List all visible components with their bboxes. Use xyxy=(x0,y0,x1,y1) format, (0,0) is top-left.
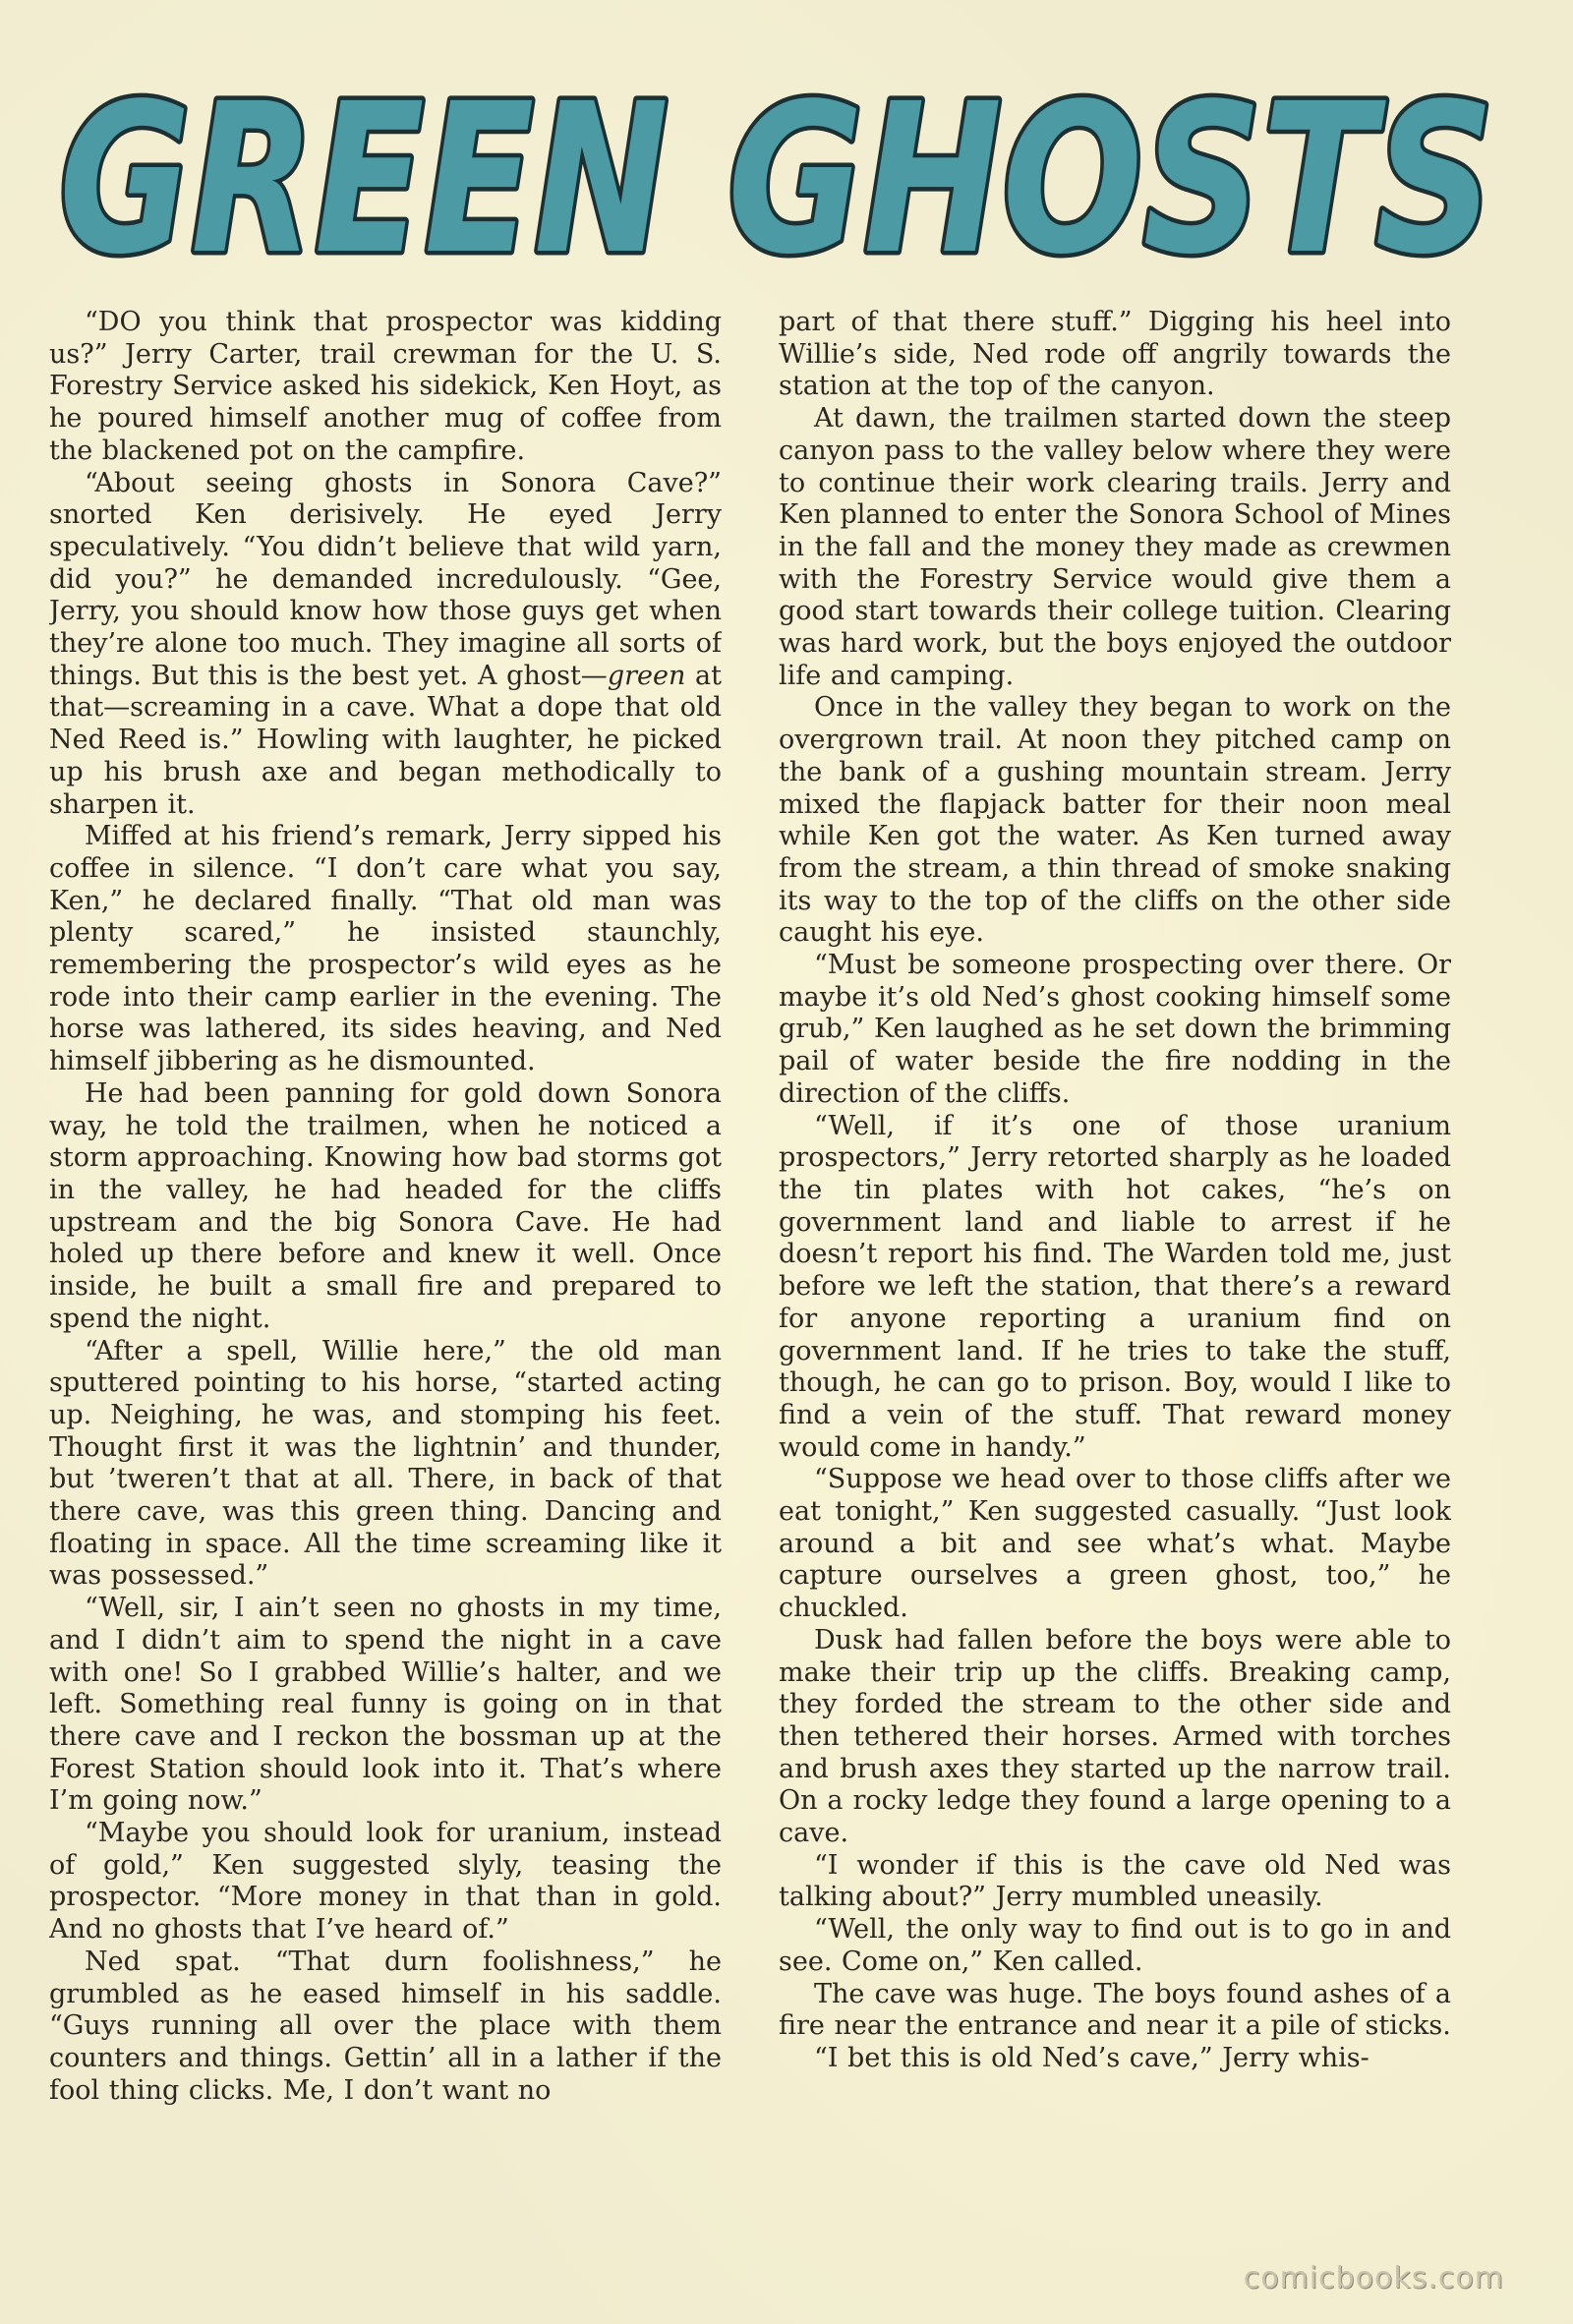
paragraph: “Well, if it’s one of those uranium prospectors,” Jerry retorted sharply as he loaded the tin plates with hot cakes, “he’s on government land and liable to arrest if he doesn’t report his find. The Warden told me, just before we left the station, that there’s a reward for anyone reporting a uranium find on government land. If he tries to take the stuff, though, he can go to prison. Boy, would I like to find a vein of the stuff. That reward money would come in handy.” xyxy=(779,1110,1451,1463)
story-column-left xyxy=(49,307,722,2155)
paragraph: “Well, the only way to find out is to go in and see. Come on,” Ken called. xyxy=(779,1914,1451,1977)
paragraph: Miffed at his friend’s remark, Jerry sipped his coffee in silence. “I don’t care what you say, Ken,” he declared finally. “That old man was plenty scared,” he insisted staunchly, remembering the prospector’s wild eyes as he rode into their camp earlier in the evening. The horse was lathered, its sides heaving, and Ned himself jibbering as he dismounted. xyxy=(49,821,722,1077)
paragraph: “Suppose we head over to those cliffs after we eat tonight,” Ken suggested casually. “Just look around a bit and see what’s what. Maybe capture ourselves a green ghost, too,” he chuckled. xyxy=(779,1464,1451,1624)
paragraph: “About seeing ghosts in Sonora Cave?” snorted Ken derisively. He eyed Jerry speculatively. “You didn’t believe that wild yarn, did you?” he demanded incredulously. “Gee, Jerry, you should know how those guys get when they’re alone too much. They imagine all sorts of things. But this is the best yet. A ghost—green at that—screaming in a cave. What a dope that old Ned Reed is.” Howling with laughter, he picked up his brush axe and began methodically to sharpen it. xyxy=(49,467,722,820)
paragraph: “I wonder if this is the cave old Ned was talking about?” Jerry mumbled uneasily. xyxy=(779,1849,1451,1913)
paragraph: “DO you think that prospector was kidding us?” Jerry Carter, trail crewman for the U. S. Forestry Service asked his sidekick, Ken Hoyt, as he poured himself another mug of coffee from the blackened pot on the campfire. xyxy=(49,307,722,466)
title-word-green: GREEN xyxy=(59,59,669,295)
paragraph: At dawn, the trailmen started down the steep canyon pass to the valley below where they were to continue their work clearing trails. Jerry and Ken planned to enter the Sonora School of Mines in the fall and the money they made as crewmen with the Forestry Service would give them a good start towards their college tuition. Clearing was hard work, but the boys enjoyed the outdoor life and camping. xyxy=(779,403,1451,691)
emphasis: green xyxy=(607,660,686,691)
paragraph: The cave was huge. The boys found ashes of a fire near the entrance and near it a pile of sticks. xyxy=(779,1978,1451,2042)
story-title xyxy=(39,39,1514,295)
paragraph: “I bet this is old Ned’s cave,” Jerry whis- xyxy=(814,2042,1369,2073)
paragraph: “Maybe you should look for uranium, instead of gold,” Ken suggested slyly, teasing the prospector. “More money in that than in gold. And no ghosts that I’ve heard of.” xyxy=(49,1818,722,1946)
paragraph: “Well, sir, I ain’t seen no ghosts in my time, and I didn’t aim to spend the night in a cave with one! So I grabbed Willie’s halter, and we left. Something real funny is going on in that there cave and I reckon the bossman up at the Forest Station should look into it. That’s where I’m going now.” xyxy=(49,1593,722,1817)
title-word-ghosts: GHOSTS xyxy=(728,59,1494,295)
paragraph: Once in the valley they began to work on the overgrown trail. At noon they pitched camp on the bank of a gushing mountain stream. Jerry mixed the flapjack batter for their noon meal while Ken got the water. As Ken turned away from the stream, a thin thread of smoke snaking its way to the top of the cliffs on the other side caught his eye. xyxy=(779,692,1451,949)
paragraph: He had been panning for gold down Sonora way, he told the trailmen, when he noticed a storm approaching. Knowing how bad storms got in the valley, he had headed for the cliffs upstream and the big Sonora Cave. He had holed up there before and knew it well. Once inside, he built a small fire and prepared to spend the night. xyxy=(49,1077,722,1334)
paragraph: Dusk had fallen before the boys were able to make their trip up the cliffs. Breaking camp, they forded the stream to the other side and then tethered their horses. Armed with torches and brush axes they started up the narrow trail. On a rocky ledge they found a large opening to a cave. xyxy=(779,1624,1451,1849)
paragraph: Ned spat. “That durn foolishness,” he grumbled as he eased himself in his saddle. “Guys running all over the place with them counters and things. Gettin’ all in a lather if the fool thing clicks. Me, I don’t want no xyxy=(49,1946,722,2106)
story-column-right xyxy=(779,307,1451,2155)
paragraph: “After a spell, Willie here,” the old man sputtered pointing to his horse, “started acting up. Neighing, he was, and stomping his feet. Thought first it was the lightnin’ and thunder, but ’tweren’t that at all. There, in back of that there cave, was this green thing. Dancing and floating in space. All the time screaming like it was possessed.” xyxy=(49,1335,722,1592)
site-watermark: comicbooks.com xyxy=(1243,2261,1504,2295)
paragraph: “Must be someone prospecting over there. Or maybe it’s old Ned’s ghost cooking himself some grub,” Ken laughed as he set down the brimming pail of water beside the fire nodding in the direction of the cliffs. xyxy=(779,950,1451,1109)
paragraph-continued: part of that there stuff.” Digging his heel into Willie’s side, Ned rode off angrily towards the station at the top of the canyon. xyxy=(779,307,1451,402)
title-lettering xyxy=(39,39,1514,295)
